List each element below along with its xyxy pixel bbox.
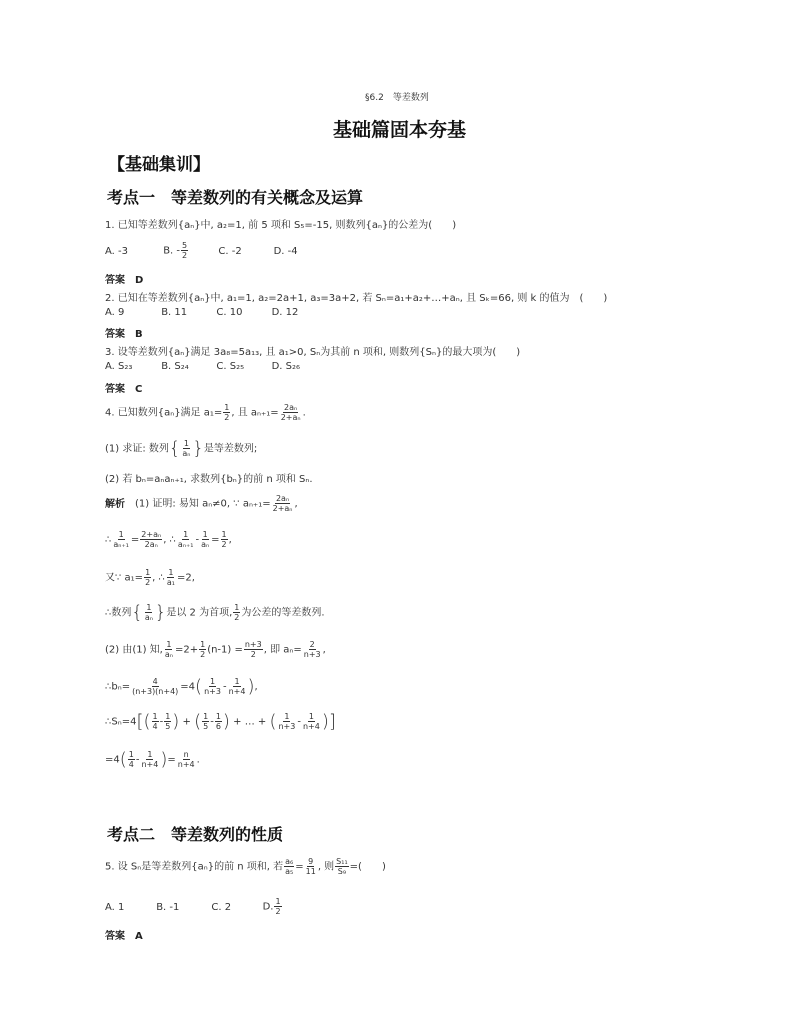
line-text: . <box>196 754 200 766</box>
line-text: = <box>211 534 220 546</box>
fraction-num: 1 <box>224 403 230 412</box>
fraction <box>335 857 349 876</box>
solution-line-8: =4( $\frac{1}{4}$ - $\frac{1}{n+4}$ )= $\frac{n}{n+4}$ . <box>105 749 200 770</box>
fraction-den: S₉ <box>337 867 347 876</box>
kaodian-1-title: 考点一 等差数列的有关概念及运算 <box>107 188 364 207</box>
question-4-part-1 <box>105 438 257 459</box>
fraction <box>223 403 230 422</box>
fraction <box>228 677 247 696</box>
fraction-den: 6 <box>215 722 221 731</box>
option-b: B. -1 <box>156 901 180 913</box>
line-text: =( ) <box>349 861 386 873</box>
line-text: - <box>222 681 227 693</box>
bracket-left: [ <box>136 711 144 732</box>
line-text: =4 <box>180 681 196 693</box>
fraction <box>131 677 179 696</box>
line-text: =2, <box>177 572 195 584</box>
question-4-part-2: (2) 若 bₙ=aₙaₙ₊₁, 求数列{bₙ}的前 n 项和 Sₙ. <box>105 474 313 485</box>
fraction-den: 2aₙ <box>144 540 158 549</box>
fraction <box>200 530 210 549</box>
brace-left: { <box>168 438 181 459</box>
option-d <box>263 897 283 916</box>
fraction-num: 1 <box>221 530 227 539</box>
fraction <box>144 603 154 622</box>
fraction-den: 5 <box>203 722 209 731</box>
brace-right: } <box>192 438 204 459</box>
solution-line-3 <box>105 568 195 587</box>
line-text: , <box>322 644 326 656</box>
fraction <box>215 712 222 731</box>
fraction-den: 4 <box>152 722 158 731</box>
fraction <box>181 439 191 458</box>
line-text: , <box>254 681 258 693</box>
option-b: B. 11 <box>161 307 188 318</box>
fraction <box>177 530 195 549</box>
fraction <box>199 640 206 659</box>
line-text: ∴数列 <box>105 607 132 619</box>
fraction-num: 1 <box>128 750 134 759</box>
fraction <box>280 403 302 422</box>
line-text: ∴bₙ= <box>105 681 131 693</box>
fraction-num: 1 <box>209 677 216 686</box>
fraction-den: n+3 <box>278 722 296 731</box>
line-text: , 则 <box>317 861 335 873</box>
fraction <box>272 494 294 513</box>
section-heading: §6.2 等差数列 <box>365 93 429 103</box>
bracket-heading: 【基础集训】 <box>108 155 210 175</box>
option-b-fraction <box>181 241 188 260</box>
fraction-num: 1 <box>183 530 189 539</box>
paren-left: ( <box>195 676 203 697</box>
stem-text: , 且 aₙ₊₁= <box>231 407 279 419</box>
line-text: , ∴ <box>163 534 176 546</box>
fraction-num: 1 <box>183 439 189 448</box>
question-5-options <box>105 897 311 916</box>
solution-line-6 <box>105 676 258 697</box>
line-text: + … + <box>233 716 267 728</box>
solution-label: 解析 <box>105 498 125 510</box>
fraction-den: 4 <box>128 760 134 769</box>
fraction-den: 2 <box>200 650 206 659</box>
line-text: + <box>182 716 191 728</box>
line-text: , <box>294 498 298 510</box>
line-text: - <box>195 534 200 546</box>
answer-3: 答案 C <box>105 384 143 395</box>
line-text: 为公差的等差数列. <box>241 607 325 619</box>
stem-text: . <box>302 407 306 419</box>
fraction-den: 11 <box>305 867 316 876</box>
line-text: = <box>295 861 304 873</box>
fraction-den: 2 <box>221 540 227 549</box>
fraction-den: a₅ <box>285 867 294 876</box>
option-a: A. -3 <box>105 245 128 257</box>
fraction <box>221 530 228 549</box>
paren-left: ( <box>143 711 151 732</box>
fraction-den: 2+aₙ <box>280 413 301 422</box>
solution-line-4 <box>105 602 325 623</box>
fraction-num: 2 <box>309 640 315 649</box>
fraction <box>203 677 222 696</box>
fraction <box>166 568 176 587</box>
option-c: C. 10 <box>216 307 243 318</box>
fraction-den: 2 <box>182 251 188 260</box>
fraction <box>112 530 130 549</box>
fraction-num: 1 <box>118 530 124 539</box>
fraction-num: 1 <box>145 568 151 577</box>
fraction-num: 1 <box>152 712 158 721</box>
fraction-num: 1 <box>284 712 290 721</box>
fraction-num: 5 <box>182 241 188 250</box>
question-3-options <box>105 361 328 372</box>
fraction-den: 2 <box>224 413 230 422</box>
question-3-text: 3. 设等差数列{aₙ}满足 3a₈=5a₁₃, 且 a₁>0, Sₙ为其前 n 项和, 则数列{Sₙ}的最大项为( ) <box>105 347 521 358</box>
answer-2: 答案 B <box>105 329 143 340</box>
fraction-num: 2aₙ <box>284 403 298 412</box>
fraction-den: 2 <box>145 578 151 587</box>
line-text: ∴Sₙ=4 <box>105 716 137 728</box>
fraction-den: aₙ₊₁ <box>113 540 129 549</box>
solution-line-1 <box>105 494 298 513</box>
fraction <box>140 530 162 549</box>
fraction-num: 1 <box>202 530 208 539</box>
fraction-num: 1 <box>166 640 172 649</box>
fraction <box>152 712 159 731</box>
line-text: = <box>130 534 140 546</box>
line-text: =4 <box>105 754 120 766</box>
fraction-den: n+3 <box>303 650 321 659</box>
line-text: 是以 2 为首项, <box>166 607 233 619</box>
fraction-den: n+4 <box>141 760 159 769</box>
fraction-den: 2 <box>234 613 240 622</box>
solution-line-5 <box>105 640 326 659</box>
fraction <box>164 712 171 731</box>
question-4-stem <box>105 403 306 422</box>
fraction <box>244 640 263 659</box>
option-a: A. 1 <box>105 901 125 913</box>
question-2-text: 2. 已知在等差数列{aₙ}中, a₁=1, a₂=2a+1, a₃=3a+2, 若 Sₙ=a₁+a₂+…+aₙ, 且 Sₖ=66, 则 k 的值为 ( ) <box>105 293 608 304</box>
fraction-num: 4 <box>152 677 158 686</box>
fraction-den: 2+aₙ <box>272 504 293 513</box>
option-c: C. -2 <box>218 245 242 257</box>
fraction-num: 1 <box>234 603 240 612</box>
fraction-den: a₁ <box>166 578 175 587</box>
brace-left: { <box>131 602 143 623</box>
brace-right: } <box>154 602 167 623</box>
fraction-den: 2 <box>250 650 256 659</box>
fraction-den: 5 <box>165 722 171 731</box>
line-text: ∴ <box>105 534 112 546</box>
paren-right: ) <box>222 711 230 732</box>
option-b-prefix: B. - <box>163 245 181 257</box>
paren-left: ( <box>119 749 127 770</box>
option-d: D. -4 <box>273 245 298 257</box>
fraction-den: 2 <box>275 907 281 916</box>
option-b <box>163 241 187 260</box>
fraction-den: aₙ <box>144 613 153 622</box>
option-c: C. S₂₅ <box>216 361 245 372</box>
fraction <box>305 857 317 876</box>
fraction-num: 1 <box>275 897 281 906</box>
fraction-num: 1 <box>215 712 221 721</box>
line-text: 5. 设 Sₙ是等差数列{aₙ}的前 n 项和, 若 <box>105 861 284 873</box>
fraction <box>140 750 159 769</box>
fraction-den: (n+3)(n+4) <box>132 687 179 696</box>
option-c: C. 2 <box>211 901 232 913</box>
solution-line-7: ∴Sₙ=4[( $\frac{1}{4}$ - $\frac{1}{5}$ ) + ( $\frac{1}{5}$ - $\frac{1}{6}$ ) + … + ( $\frac{1}{n+3}$ - $\frac{1}{n+4}$ )] <box>105 711 336 732</box>
question-1-options <box>105 241 326 260</box>
option-d-prefix: D. <box>262 901 274 913</box>
paren-right: ) <box>160 749 168 770</box>
answer-5: 答案 A <box>105 931 143 942</box>
fraction-num: 1 <box>203 712 209 721</box>
fraction-num: n+3 <box>244 640 262 649</box>
question-2-options <box>105 307 326 318</box>
line-text: , 即 aₙ= <box>263 644 302 656</box>
paren-right: ) <box>172 711 180 732</box>
option-d-fraction <box>274 897 281 916</box>
fraction-den: aₙ₊₁ <box>177 540 194 549</box>
fraction-num: 1 <box>200 640 206 649</box>
fraction-num: 1 <box>147 750 153 759</box>
fraction-den: aₙ <box>164 650 173 659</box>
fraction <box>302 712 321 731</box>
question-1-text: 1. 已知等差数列{aₙ}中, a₂=1, 前 5 项和 S₅=-15, 则数列{aₙ}的公差为( ) <box>105 220 457 231</box>
paren-left: ( <box>194 711 202 732</box>
fraction-num: 1 <box>168 568 174 577</box>
kaodian-2-title: 考点二 等差数列的性质 <box>107 825 284 844</box>
fraction-den: aₙ <box>201 540 210 549</box>
part-text: 是等差数列; <box>203 443 258 455</box>
fraction-num: 1 <box>308 712 314 721</box>
line-text: =2+ <box>174 644 199 656</box>
line-text: , ∴ <box>152 572 165 584</box>
fraction <box>277 712 296 731</box>
line-text: (1) 证明: 易知 aₙ≠0, ∵ aₙ₊₁= <box>135 498 271 510</box>
fraction <box>303 640 322 659</box>
line-text: , <box>228 534 232 546</box>
bracket-right: ] <box>328 711 336 732</box>
fraction <box>177 750 196 769</box>
fraction <box>164 640 174 659</box>
fraction-den: n+3 <box>204 687 221 696</box>
page-title: 基础篇固本夯基 <box>333 119 467 141</box>
option-a: A. 9 <box>105 307 125 318</box>
fraction-den: aₙ <box>182 449 191 458</box>
fraction-num: 1 <box>146 603 152 612</box>
fraction-num: 1 <box>165 712 171 721</box>
fraction <box>202 712 209 731</box>
fraction <box>128 750 135 769</box>
fraction-den: n+4 <box>302 722 320 731</box>
fraction <box>144 568 151 587</box>
stem-text: 4. 已知数列{aₙ}满足 a₁= <box>105 407 223 419</box>
option-a: A. S₂₃ <box>105 361 133 372</box>
option-b: B. S₂₄ <box>161 361 189 372</box>
fraction-num: S₁₁ <box>336 857 348 866</box>
part-text: (1) 求证: 数列 <box>105 443 169 455</box>
fraction-num: n <box>183 750 189 759</box>
paren-right: ) <box>321 711 329 732</box>
fraction-num: a₆ <box>285 857 294 866</box>
fraction-num: 9 <box>308 857 314 866</box>
line-text: 又∵ a₁= <box>105 572 144 584</box>
option-d: D. S₂₆ <box>271 361 300 372</box>
fraction-num: 1 <box>234 677 240 686</box>
question-5-text <box>105 857 386 876</box>
fraction-num: 2+aₙ <box>141 530 162 539</box>
answer-1: 答案 D <box>105 275 144 286</box>
fraction-den: n+4 <box>228 687 246 696</box>
fraction <box>284 857 294 876</box>
paren-right: ) <box>247 676 255 697</box>
line-text: (n-1) = <box>207 644 243 656</box>
fraction <box>233 603 240 622</box>
fraction-num: 2aₙ <box>275 494 290 503</box>
option-d: D. 12 <box>271 307 299 318</box>
line-text: (2) 由(1) 知, <box>105 644 163 656</box>
line-text: = <box>167 754 176 766</box>
fraction-den: n+4 <box>177 760 195 769</box>
paren-left: ( <box>269 711 277 732</box>
solution-line-2 <box>105 530 232 549</box>
